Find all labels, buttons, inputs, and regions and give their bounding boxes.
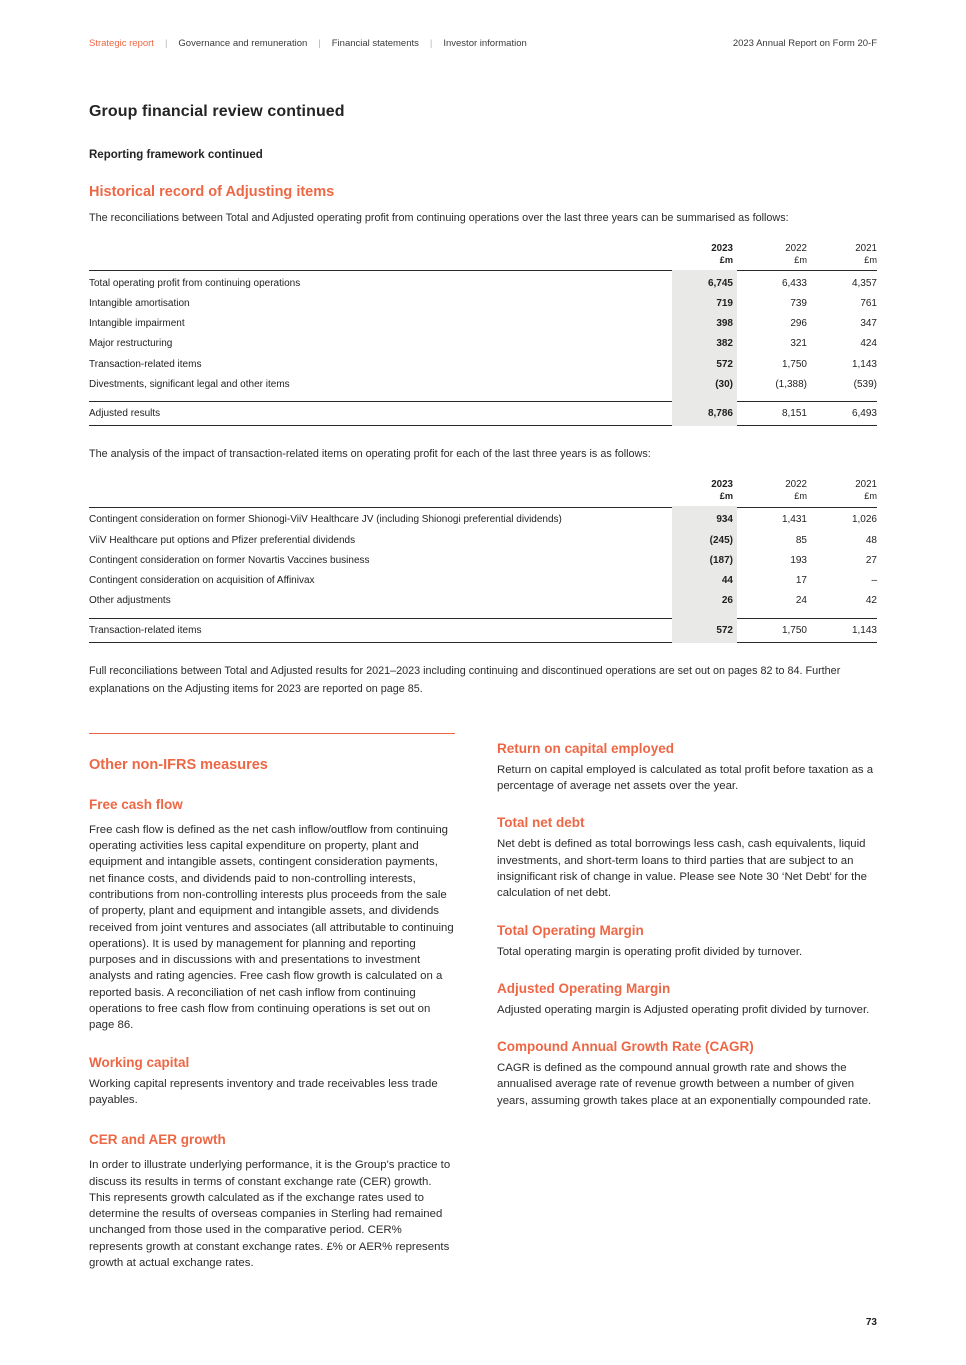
cell-value: (245)	[709, 534, 733, 546]
section-heading-historical-record: Historical record of Adjusting items	[89, 184, 335, 200]
page-number: 73	[865, 1317, 877, 1328]
table-row	[89, 510, 877, 530]
cell-value: 719	[716, 298, 733, 310]
table-row	[89, 374, 877, 394]
column-unit: £m	[864, 254, 877, 265]
table-row	[89, 570, 877, 590]
measures-left-column	[89, 733, 455, 1272]
row-label: Contingent consideration on acquisition of Affinivax	[89, 574, 315, 586]
cell-value: 26	[721, 595, 733, 607]
measure-body: Working capital represents inventory and trade receivables less trade payables.	[89, 1077, 438, 1106]
measure-return-on-capital-employed	[497, 741, 877, 795]
nav-investor-information[interactable]: Investor information	[443, 38, 527, 49]
cell-value: 17	[795, 574, 807, 586]
measure-body: Adjusted operating margin is Adjusted operating profit divided by turnover.	[497, 1003, 870, 1016]
column-unit: £m	[794, 254, 807, 265]
cell-value: (187)	[709, 554, 733, 566]
measure-heading: Total net debt	[497, 815, 585, 831]
column-unit: £m	[794, 491, 807, 502]
post-tables-paragraph: Full reconciliations between Total and Adjusted results for 2021–2023 including continuing and discontinued operations are set out on pages 82 to 84. Further explanations on the Adjusting items for 2023 are reported on page 85.	[89, 664, 841, 696]
adjusting-items-table	[89, 243, 877, 427]
cell-value: 193	[790, 554, 807, 566]
cell-value: 42	[865, 595, 877, 607]
total-row-label: Transaction-related items	[89, 624, 202, 636]
cell-value: 321	[790, 338, 807, 350]
measure-working-capital	[89, 1055, 455, 1109]
measure-heading: Compound Annual Growth Rate (CAGR)	[497, 1039, 754, 1055]
column-year: 2022	[785, 478, 807, 490]
table-header	[89, 479, 877, 508]
intro-paragraph-1: The reconciliations between Total and Adjusted operating profit from continuing operations over the last three years can be summarised as follows:	[89, 212, 789, 224]
row-label: Contingent consideration on former Novartis Vaccines business	[89, 554, 370, 566]
cell-value: 27	[865, 554, 877, 566]
section-nav	[89, 38, 527, 49]
cell-value: 48	[865, 534, 877, 546]
column-header-2021	[807, 479, 877, 503]
nav-separator: |	[164, 38, 168, 49]
row-label: ViiV Healthcare put options and Pfizer preferential dividends	[89, 534, 356, 546]
cell-value: 4,357	[851, 277, 877, 289]
cell-value: 1,143	[851, 358, 877, 370]
cell-value: 739	[790, 298, 807, 310]
nav-strategic-report[interactable]: Strategic report	[89, 38, 154, 49]
column-unit: £m	[864, 491, 877, 502]
column-year: 2021	[855, 242, 877, 254]
measure-body: Net debt is defined as total borrowings less cash, cash equivalents, liquid investments, and short-term loans to third parties that are subject to an insignificant risk of change in value. Please see Note 30 ‘Net Debt’ for the calculation of net debt.	[497, 838, 867, 900]
cell-value: (30)	[715, 378, 733, 390]
row-label: Divestments, significant legal and other items	[89, 378, 290, 390]
cell-value: 6,433	[781, 277, 807, 289]
cell-value: 1,431	[781, 514, 807, 526]
column-gap	[455, 733, 497, 1272]
measure-heading: CER and AER growth	[89, 1132, 226, 1148]
cell-value: 382	[716, 338, 733, 350]
cell-value: –	[871, 574, 877, 586]
row-label: Contingent consideration on former Shionogi-ViiV Healthcare JV (including Shionogi preferential dividends)	[89, 514, 562, 526]
row-label: Intangible amortisation	[89, 298, 190, 310]
measure-heading: Free cash flow	[89, 796, 183, 812]
measure-free-cash-flow	[89, 797, 455, 1034]
total-cell-value: 1,143	[851, 624, 877, 636]
cell-value: 44	[721, 574, 733, 586]
table-header-row	[89, 243, 877, 267]
measures-section-title: Other non-IFRS measures	[89, 756, 268, 773]
top-navigation	[89, 38, 877, 49]
table-row	[89, 530, 877, 550]
measure-body: In order to illustrate underlying performance, it is the Group's practice to discuss its results in terms of constant exchange rate (CER) growth. This represents growth calculated as if the exchange rates used to determine the results of overseas companies in Sterling had remained unchanged from those used in the comparative period. CER% represents growth at constant exchange rates. £% or AER% represents growth at actual exchange rates.	[89, 1159, 451, 1270]
cell-value: 761	[860, 298, 877, 310]
cell-value: (539)	[853, 378, 877, 390]
cell-value: 398	[716, 318, 733, 330]
transaction-related-items-table	[89, 479, 877, 643]
column-unit: £m	[719, 254, 733, 265]
intro-paragraph-2: The analysis of the impact of transaction-related items on operating profit for each of the last three years is as follows:	[89, 448, 651, 461]
measure-total-net-debt	[497, 815, 877, 901]
row-label: Total operating profit from continuing operations	[89, 277, 301, 289]
orange-divider	[89, 733, 455, 734]
row-label: Major restructuring	[89, 338, 173, 350]
table-row	[89, 354, 877, 374]
total-cell-value: 6,493	[851, 408, 877, 420]
nav-separator: |	[318, 38, 321, 49]
column-header-2023	[672, 479, 737, 503]
measure-heading: Adjusted Operating Margin	[497, 980, 671, 996]
row-label: Other adjustments	[89, 595, 171, 607]
total-row	[89, 619, 877, 642]
measures-right-column	[497, 733, 877, 1272]
total-row	[89, 402, 877, 425]
table-total	[89, 618, 877, 643]
cell-value: 1,026	[851, 514, 877, 526]
measure-heading: Total Operating Margin	[497, 922, 644, 938]
cell-value: 6,745	[707, 277, 733, 289]
table-total	[89, 401, 877, 426]
nav-financial-statements[interactable]: Financial statements	[331, 38, 419, 49]
measure-body: Total operating margin is operating profit divided by turnover.	[497, 945, 803, 958]
column-header-2022	[737, 479, 807, 503]
non-ifrs-measures-section	[89, 733, 877, 1272]
page-title: Group financial review continued	[89, 103, 345, 120]
column-year: 2023	[711, 478, 733, 490]
total-cell-value: 8,786	[707, 408, 733, 420]
measure-heading: Return on capital employed	[497, 740, 675, 756]
measure-adjusted-operating-margin	[497, 981, 877, 1018]
table-row	[89, 273, 877, 293]
nav-governance-remuneration[interactable]: Governance and remuneration	[178, 38, 308, 49]
table-header-row	[89, 479, 877, 503]
total-row-label: Adjusted results	[89, 408, 161, 420]
table-body	[89, 271, 877, 401]
measure-total-operating-margin	[497, 923, 877, 960]
column-year: 2023	[711, 242, 733, 254]
table-row	[89, 293, 877, 313]
column-header-2022	[737, 243, 807, 267]
cell-value: 85	[795, 534, 807, 546]
measure-body: Return on capital employed is calculated as total profit before taxation as a percentage of average net assets over the year.	[497, 763, 874, 793]
column-year: 2022	[785, 242, 807, 254]
measure-cagr	[497, 1039, 877, 1109]
column-year: 2021	[855, 478, 877, 490]
page-subtitle: Reporting framework continued	[89, 149, 263, 161]
table-body	[89, 508, 877, 618]
cell-value: 424	[860, 338, 877, 350]
cell-value: 347	[860, 318, 877, 330]
measure-cer-aer-growth	[89, 1132, 455, 1271]
total-cell-value: 572	[716, 624, 733, 636]
measure-body: Free cash flow is defined as the net cash inflow/outflow from continuing operating activities less capital expenditure on property, plant and equipment and intangible assets, contingent consideration payments, net finance costs, and dividends paid to non-controlling interests, contributions from non-controlling interests plus proceeds from the sale of property, plant and equipment and intangible assets, and dividends received from joint ventures and associates (all attributable to continuing operations). It is used by management for planning and reporting purposes and in discussions with and presentations to investment analysts and rating agencies. Free cash flow growth is calculated on a reported basis. A reconciliation of net cash inflow from continuing operations to free cash flow from continuing operations is set out on page 86.	[89, 823, 454, 1032]
cell-value: 572	[716, 358, 733, 370]
total-cell-value: 1,750	[781, 624, 807, 636]
column-header-2023	[672, 243, 737, 267]
row-label: Transaction-related items	[89, 358, 202, 370]
table-header	[89, 243, 877, 272]
report-title: 2023 Annual Report on Form 20-F	[732, 38, 877, 49]
total-cell-value: 8,151	[781, 408, 807, 420]
table-row	[89, 550, 877, 570]
table-row	[89, 334, 877, 354]
cell-value: (1,388)	[775, 378, 807, 390]
cell-value: 934	[716, 514, 733, 526]
cell-value: 1,750	[781, 358, 807, 370]
column-header-2021	[807, 243, 877, 267]
row-label: Intangible impairment	[89, 318, 185, 330]
table-row	[89, 314, 877, 334]
table-row	[89, 590, 877, 610]
measure-heading: Working capital	[89, 1054, 190, 1070]
cell-value: 24	[795, 595, 807, 607]
measure-body: CAGR is defined as the compound annual growth rate and shows the annualised average rate of revenue growth between a number of given years, assuming growth takes place at an exponentially compounded rate.	[497, 1062, 872, 1107]
nav-separator: |	[429, 38, 433, 49]
cell-value: 296	[790, 318, 807, 330]
column-unit: £m	[719, 491, 733, 502]
